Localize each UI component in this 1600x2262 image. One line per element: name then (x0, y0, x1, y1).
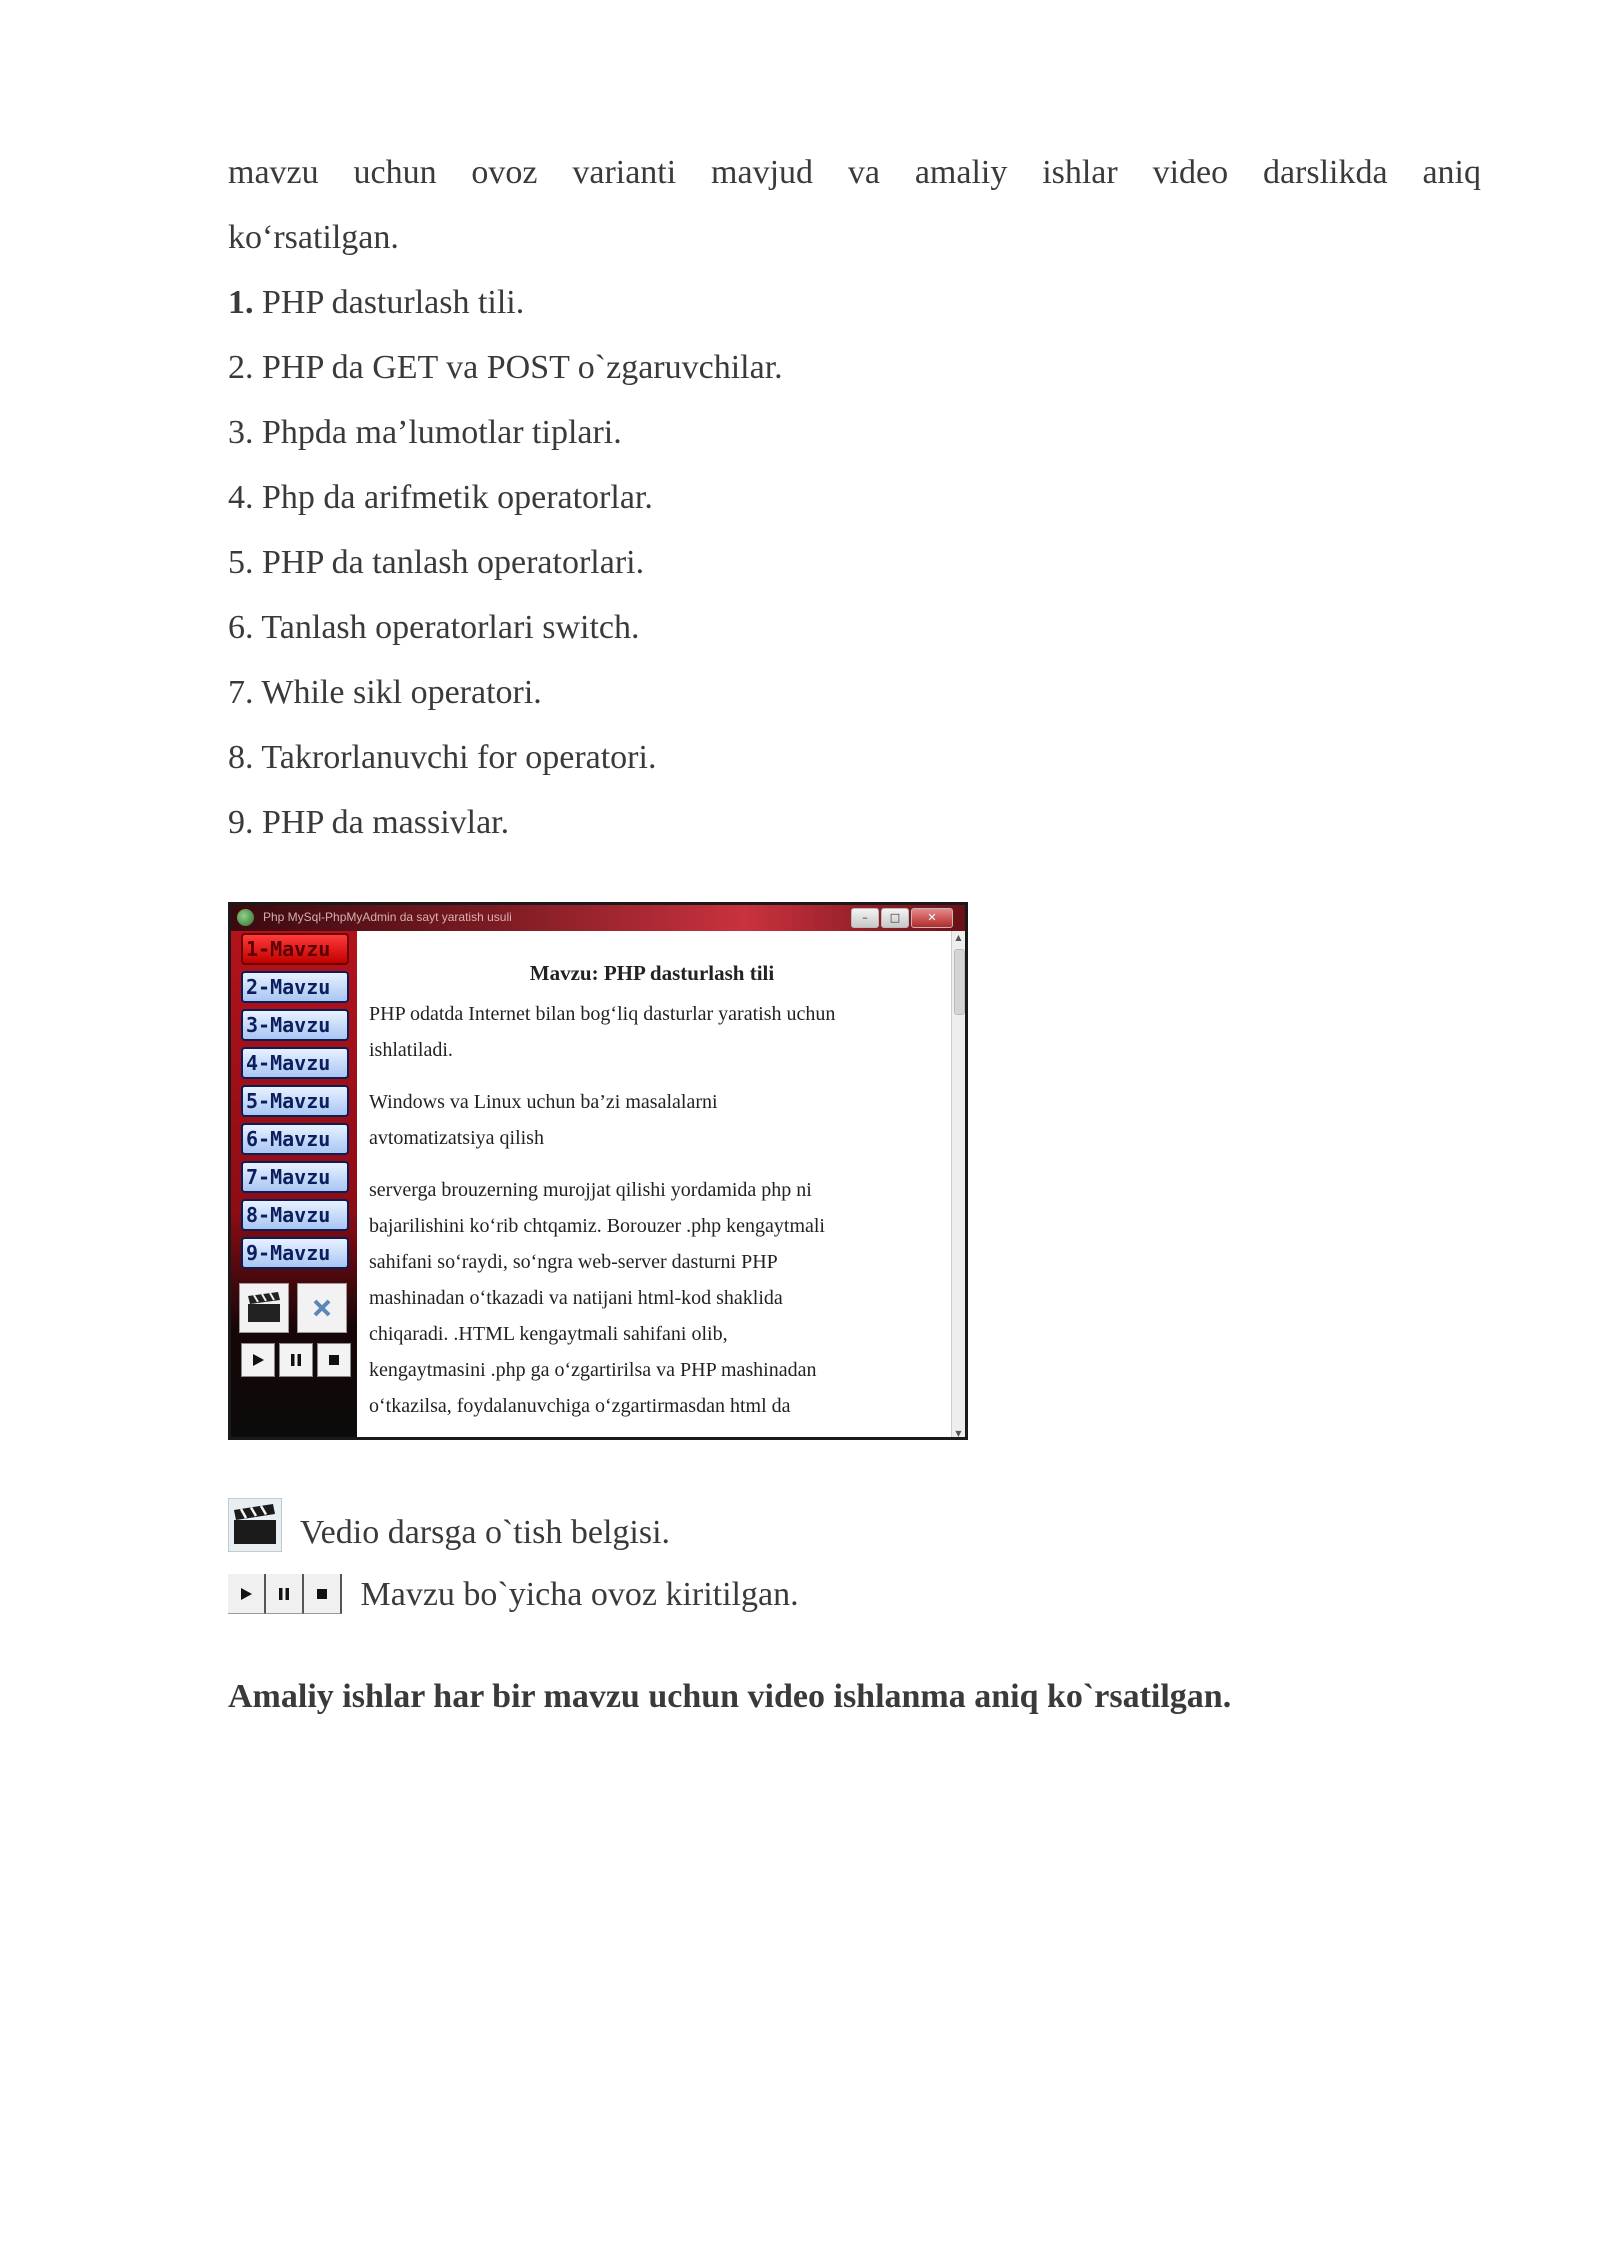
intro-word: varianti (572, 154, 677, 191)
topic-item (228, 413, 622, 453)
lesson-text-line: ishlatiladi. (369, 1039, 453, 1061)
mavzu-button-5[interactable]: 5-Mavzu (241, 1085, 349, 1117)
mini-play (228, 1574, 266, 1614)
mini-stop (304, 1574, 342, 1614)
intro-word: aniq (1422, 154, 1481, 191)
lesson-content-pane (357, 931, 951, 1440)
intro-word: ishlar (1042, 154, 1118, 191)
intro-paragraph (228, 140, 1481, 270)
lesson-text-line: serverga brouzerning murojjat qilishi yordamida php ni (369, 1179, 812, 1201)
clapperboard-icon (246, 1292, 282, 1324)
lesson-text-line: chiqaradi. .HTML kengaytmali sahifani olib, (369, 1323, 728, 1345)
topic-item (228, 608, 640, 648)
topic-number: 8. (228, 739, 254, 776)
lesson-text-line: Windows va Linux uchun ba’zi masalalarni (369, 1091, 718, 1113)
topic-item (228, 738, 656, 778)
content-scrollbar[interactable] (951, 931, 965, 1440)
mavzu-button-7[interactable]: 7-Mavzu (241, 1161, 349, 1193)
mavzu-button-4[interactable]: 4-Mavzu (241, 1047, 349, 1079)
lesson-title: Mavzu: PHP dasturlash tili (529, 961, 775, 985)
mini-pause (266, 1574, 304, 1614)
intro-word: video (1152, 154, 1229, 191)
close-button[interactable]: ✕ (911, 908, 953, 928)
audio-legend-text: Mavzu bo`yicha ovoz kiritilgan. (352, 1576, 799, 1613)
topic-text: While sikl operatori. (253, 674, 542, 711)
topic-text: Takrorlanuvchi for operatori. (253, 739, 657, 776)
lesson-text-line: bajarilishini ko‘rib chtqamiz. Borouzer .php kengaytmali (369, 1215, 825, 1237)
maximize-button[interactable]: □ (881, 908, 909, 928)
intro-word: uchun (353, 154, 437, 191)
topic-text: PHP da massivlar. (253, 804, 510, 841)
video-legend (228, 1498, 670, 1552)
topic-number: 1. (228, 284, 254, 321)
intro-word: mavzu (228, 154, 319, 191)
lesson-text-line: mashinadan o‘tkazadi va natijani html-kod shaklida (369, 1287, 783, 1309)
close-lesson-button[interactable] (297, 1283, 347, 1333)
topic-text: PHP da GET va POST o`zgaruvchilar. (253, 349, 783, 386)
intro-line-2: ko‘rsatilgan. (228, 219, 399, 256)
window-title: Php MySql-PhpMyAdmin da sayt yaratish usuli (263, 910, 512, 924)
pause-button[interactable] (279, 1343, 313, 1377)
mavzu-button-6[interactable]: 6-Mavzu (241, 1123, 349, 1155)
topic-number: 6. (228, 609, 254, 646)
scroll-up-icon[interactable]: ▲ (955, 933, 962, 942)
lesson-text-line: kengaytmasini .php ga o‘zgartirilsa va PHP mashinadan (369, 1359, 817, 1381)
window-controls (851, 908, 953, 928)
topic-text: PHP dasturlash tili. (253, 284, 525, 321)
lesson-text-line: avtomatizatsiya qilish (369, 1127, 544, 1149)
lesson-text-line: sahifani so‘raydi, so‘ngra web-server dasturni PHP (369, 1251, 778, 1273)
intro-word: va (847, 154, 880, 191)
scroll-down-icon[interactable]: ▼ (955, 1429, 962, 1438)
pause-icon (289, 1353, 303, 1367)
topic-item (228, 673, 542, 713)
topic-number: 5. (228, 544, 254, 581)
stop-icon (327, 1353, 341, 1367)
mavzu-button-2[interactable]: 2-Mavzu (241, 971, 349, 1003)
topic-text: Php da arifmetik operatorlar. (253, 479, 653, 516)
topic-item (228, 803, 509, 843)
cross-icon (311, 1297, 333, 1319)
audio-legend (228, 1574, 799, 1614)
topic-item (228, 348, 783, 388)
clapperboard-icon (228, 1498, 282, 1552)
topic-text: Phpda ma’lumotlar tiplari. (253, 414, 622, 451)
app-screenshot-window (228, 902, 968, 1440)
intro-word: amaliy (914, 154, 1008, 191)
window-titlebar (231, 905, 965, 931)
video-legend-text: Vedio darsga o`tish belgisi. (292, 1514, 671, 1551)
topic-item (228, 283, 524, 323)
pause-icon (277, 1587, 291, 1601)
topic-text: Tanlash operatorlari switch. (253, 609, 640, 646)
intro-word: mavjud (711, 154, 814, 191)
lesson-text-line: PHP odatda Internet bilan bog‘liq dasturlar yaratish uchun (369, 1003, 836, 1025)
stop-icon (315, 1587, 329, 1601)
mavzu-button-8[interactable]: 8-Mavzu (241, 1199, 349, 1231)
video-lesson-button[interactable] (239, 1283, 289, 1333)
topic-item (228, 543, 644, 583)
mavzu-button-3[interactable]: 3-Mavzu (241, 1009, 349, 1041)
intro-word: ovoz (471, 154, 538, 191)
minimize-button[interactable]: – (851, 908, 879, 928)
mavzu-sidebar (231, 931, 357, 1440)
topic-number: 3. (228, 414, 254, 451)
lesson-text-line: o‘tkazilsa, foydalanuvchiga o‘zgartirmasdan html da (369, 1395, 791, 1417)
topic-number: 2. (228, 349, 254, 386)
play-icon (239, 1587, 253, 1601)
intro-word: darslikda (1262, 154, 1388, 191)
play-icon (251, 1353, 265, 1367)
mavzu-button-1[interactable]: 1-Mavzu (241, 933, 349, 965)
play-button[interactable] (241, 1343, 275, 1377)
stop-button[interactable] (317, 1343, 351, 1377)
topic-text: PHP da tanlash operatorlari. (253, 544, 645, 581)
audio-controls-image (228, 1574, 342, 1614)
mavzu-button-9[interactable]: 9-Mavzu (241, 1237, 349, 1269)
topic-number: 9. (228, 804, 254, 841)
topic-item (228, 478, 653, 518)
topic-number: 4. (228, 479, 254, 516)
audio-controls (241, 1343, 351, 1377)
scroll-thumb[interactable] (954, 949, 965, 1015)
topic-number: 7. (228, 674, 254, 711)
intro-line-1 (228, 140, 1481, 205)
final-statement: Amaliy ishlar har bir mavzu uchun video ishlanma aniq ko`rsatilgan. (228, 1678, 1232, 1715)
app-logo-icon (237, 909, 254, 926)
